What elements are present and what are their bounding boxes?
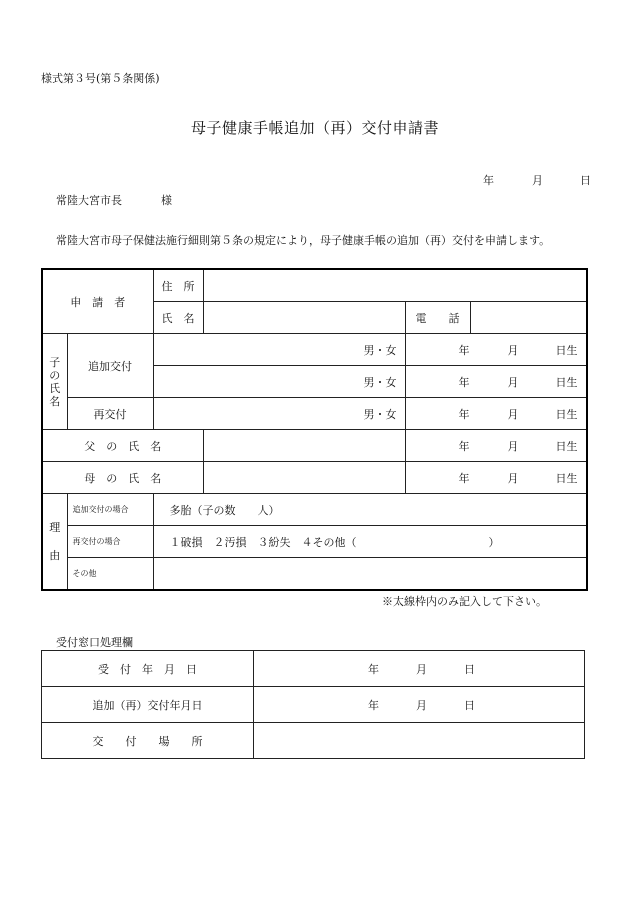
child-name-label: 子の氏名	[42, 334, 67, 430]
application-form-table	[41, 268, 588, 591]
office-processing-table	[41, 650, 585, 759]
father-name-label: 父 の 氏 名	[42, 430, 203, 462]
address-field[interactable]	[203, 269, 587, 302]
mother-name-field[interactable]	[203, 462, 405, 494]
office-section-title: 受付窓口処理欄	[56, 636, 133, 649]
child2-birthdate[interactable]	[405, 366, 587, 398]
birth-month-label: 月	[507, 439, 519, 453]
date-year-label: 年	[368, 662, 379, 676]
birth-day-label: 日生	[555, 375, 578, 389]
father-birthdate[interactable]	[405, 430, 587, 462]
date-month-label: 月	[416, 662, 427, 676]
office-issue-place-field[interactable]	[254, 723, 585, 759]
office-issue-place-label: 交 付 場 所	[42, 723, 254, 759]
birth-year-label: 年	[458, 471, 470, 485]
intro-text: 常陸大宮市母子保健法施行細則第５条の規定により，母子健康手帳の追加（再）交付を申請します。	[56, 234, 551, 247]
reason-reissue-label: 再交付の場合	[67, 526, 153, 558]
mother-name-label: 母 の 氏 名	[42, 462, 203, 494]
child-additional-label: 追加交付	[67, 334, 153, 398]
birth-month-label: 月	[507, 471, 519, 485]
birth-month-label: 月	[507, 407, 519, 421]
addressee-honorific: 様	[161, 194, 172, 207]
birth-day-label: 日生	[555, 439, 578, 453]
reason-additional-field[interactable]: 多胎（子の数 人）	[153, 494, 587, 526]
applicant-name-label: 氏 名	[153, 302, 203, 334]
child3-birthdate[interactable]	[405, 398, 587, 430]
reason-other-label: その他	[67, 558, 153, 591]
addressee-name: 常陸大宮市長	[56, 194, 122, 207]
birth-day-label: 日生	[555, 471, 578, 485]
office-issue-date-field[interactable]	[254, 687, 585, 723]
form-number: 様式第３号(第５条関係)	[41, 72, 160, 85]
mother-birthdate[interactable]	[405, 462, 587, 494]
child3-gender[interactable]: 男・女	[153, 398, 405, 430]
phone-label: 電 話	[405, 302, 470, 334]
date-month-label: 月	[416, 698, 427, 712]
reason-additional-label: 追加交付の場合	[67, 494, 153, 526]
birth-day-label: 日生	[555, 343, 578, 357]
date-day-label: 日	[580, 174, 591, 187]
applicant-label: 申 請 者	[42, 269, 153, 334]
office-receipt-date-label: 受 付 年 月 日	[42, 651, 254, 687]
page-title: 母子健康手帳追加（再）交付申請書	[190, 119, 439, 137]
child-reissue-label: 再交付	[67, 398, 153, 430]
birth-month-label: 月	[507, 375, 519, 389]
birth-year-label: 年	[458, 375, 470, 389]
date-day-label: 日	[464, 698, 475, 712]
date-year-label: 年	[483, 174, 494, 187]
date-month-label: 月	[532, 174, 543, 187]
child1-gender[interactable]: 男・女	[153, 334, 405, 366]
reason-reissue-field[interactable]: １破損 ２汚損 ３紛失 ４その他（ ）	[153, 526, 587, 558]
date-day-label: 日	[464, 662, 475, 676]
birth-month-label: 月	[507, 343, 519, 357]
reason-label: 理 由	[42, 494, 67, 591]
date-year-label: 年	[368, 698, 379, 712]
addressee	[56, 192, 172, 208]
child1-birthdate[interactable]	[405, 334, 587, 366]
birth-year-label: 年	[458, 343, 470, 357]
birth-day-label: 日生	[555, 407, 578, 421]
child2-gender[interactable]: 男・女	[153, 366, 405, 398]
birth-year-label: 年	[458, 407, 470, 421]
reason-other-field[interactable]	[153, 558, 587, 591]
phone-field[interactable]	[470, 302, 587, 334]
office-issue-date-label: 追加（再）交付年月日	[42, 687, 254, 723]
birth-year-label: 年	[458, 439, 470, 453]
applicant-name-field[interactable]	[203, 302, 405, 334]
address-label: 住 所	[153, 269, 203, 302]
instruction-note: ※太線枠内のみ記入して下さい。	[382, 595, 547, 608]
father-name-field[interactable]	[203, 430, 405, 462]
office-receipt-date-field[interactable]	[254, 651, 585, 687]
